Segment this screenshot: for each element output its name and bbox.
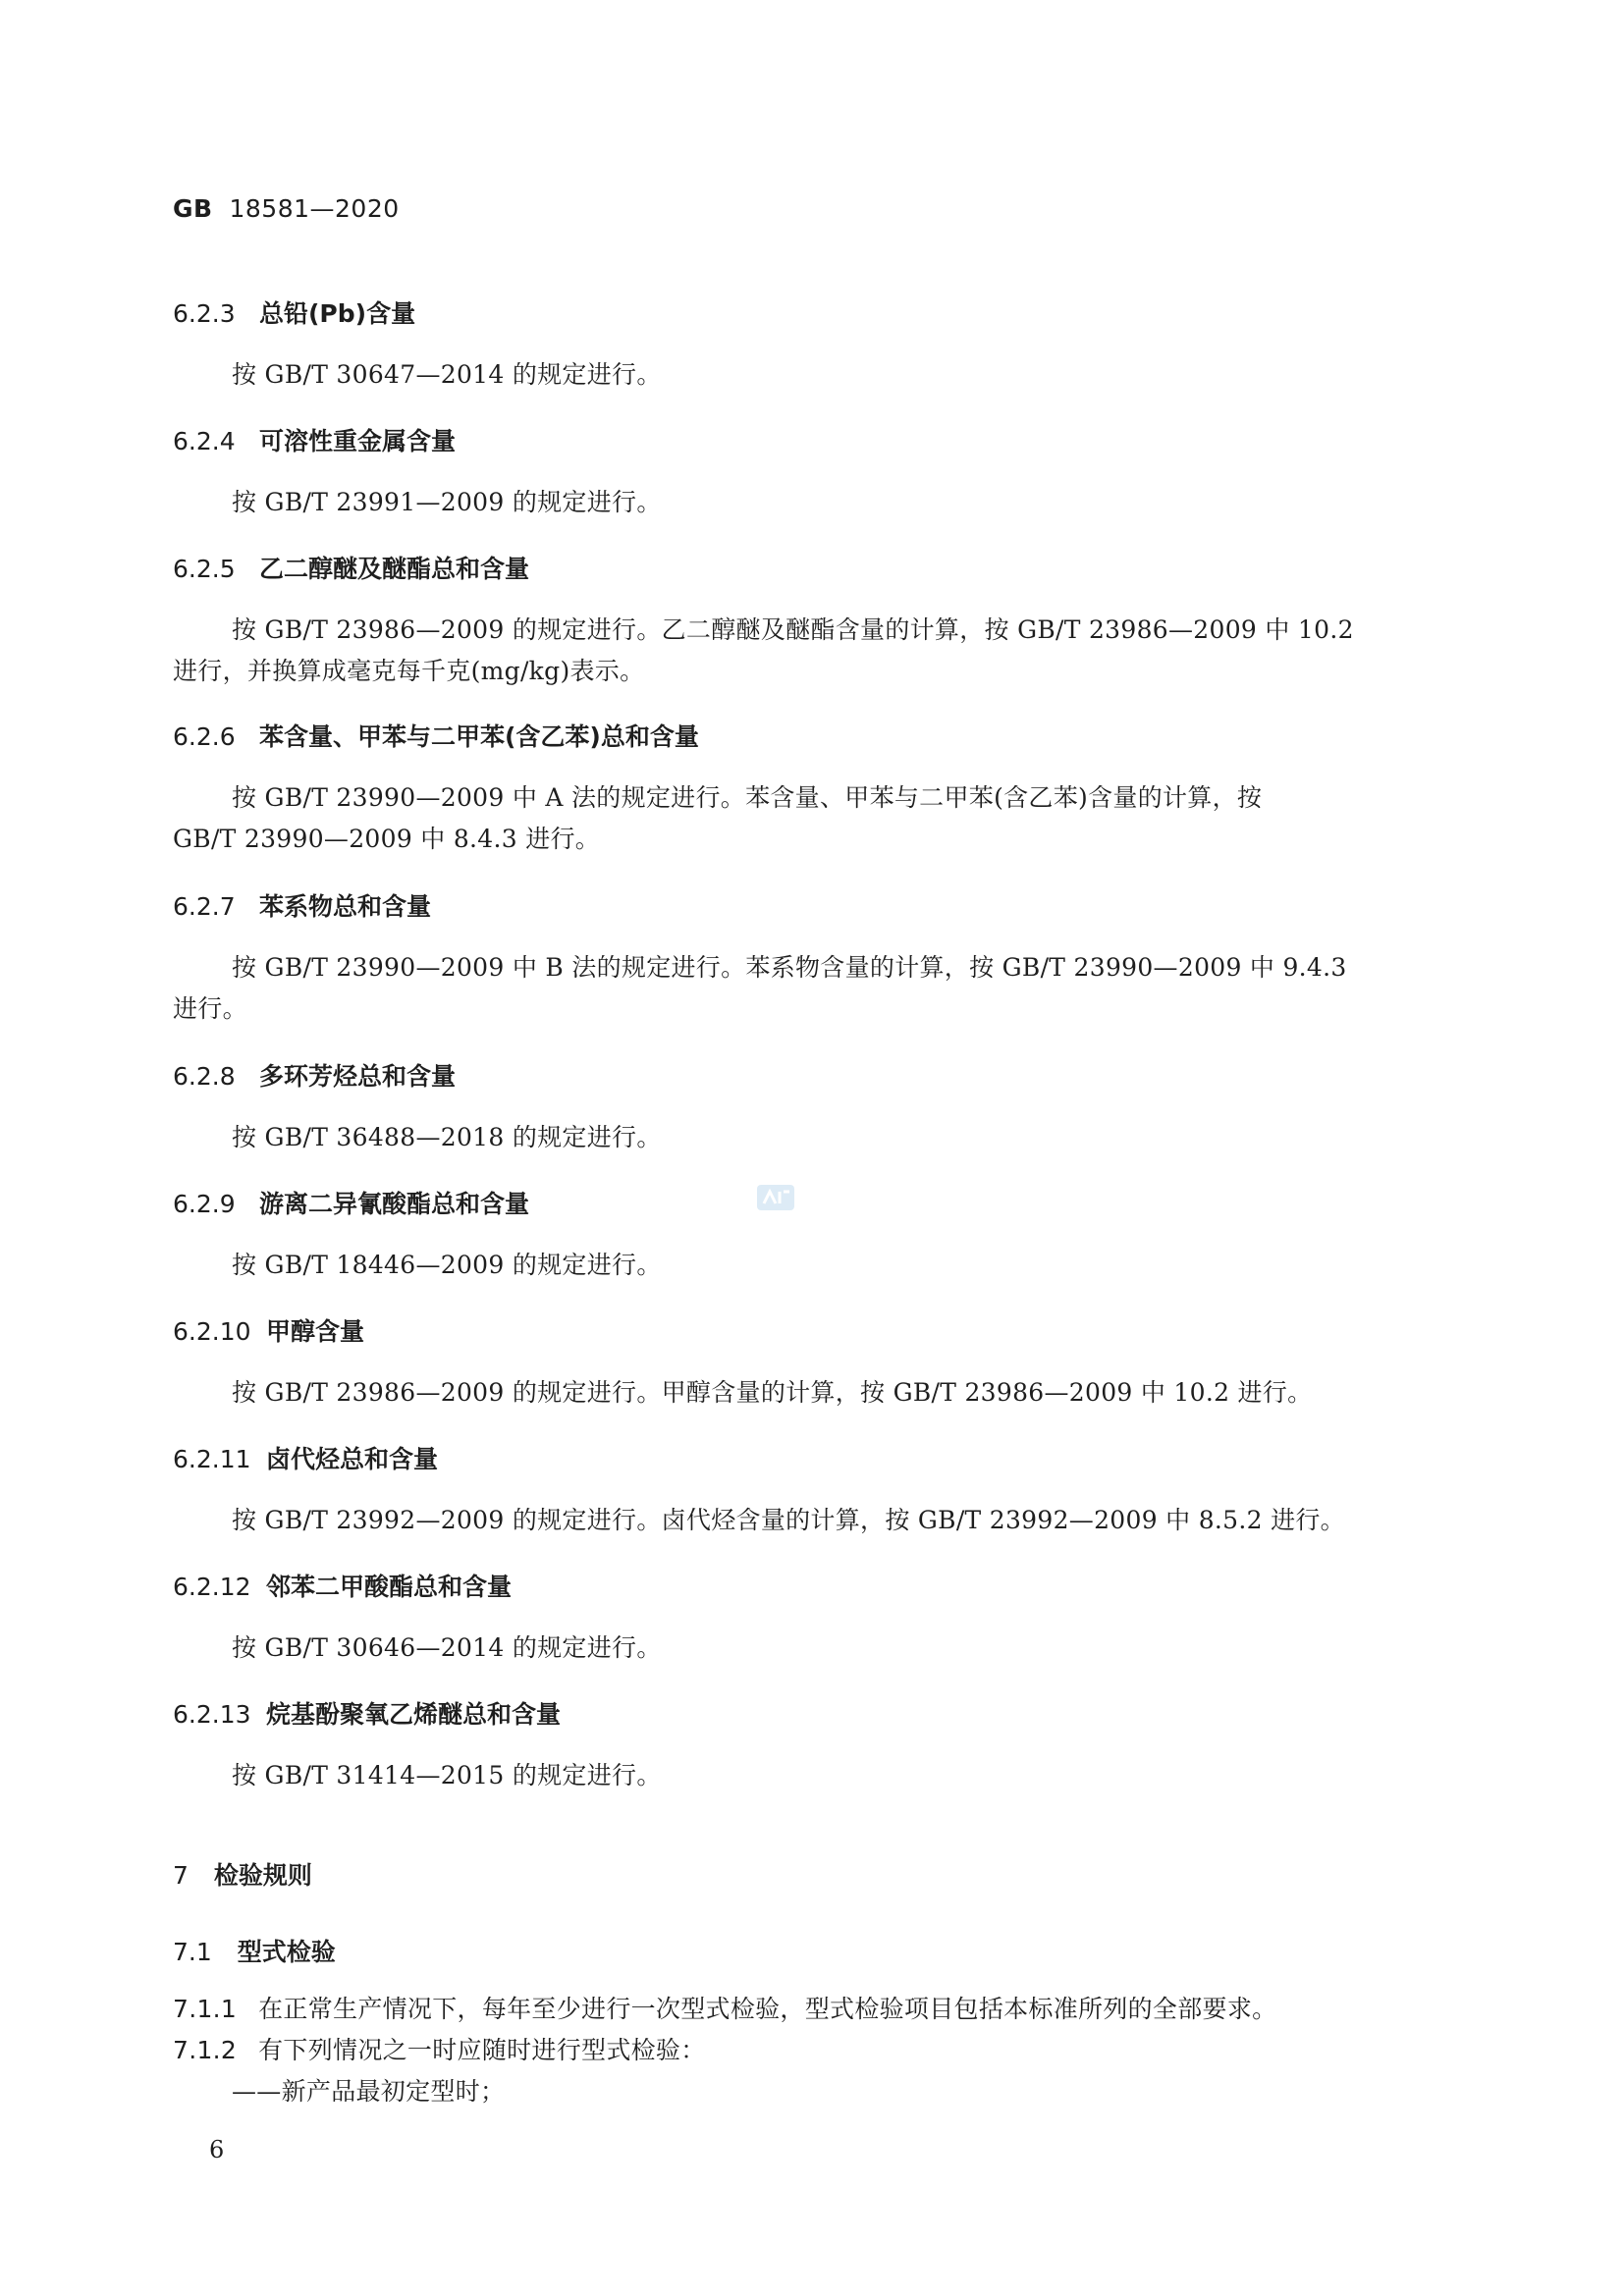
section-title: 邻苯二甲酸酯总和含量 [266,1573,513,1601]
section-body-line: 按 GB/T 23992—2009 的规定进行。卤代烃含量的计算，按 GB/T 23992—2009 中 8.5.2 进行。 [232,1506,1345,1534]
section-number: 6.2.5 [173,555,236,583]
section-number: 6.2.4 [173,427,236,455]
section-body-line: 按 GB/T 23990—2009 中 A 法的规定进行。苯含量、甲苯与二甲苯(含乙苯)含量的计算，按 [232,783,1263,812]
section-title: 型式检验 [237,1938,336,1966]
section-number: 6.2.7 [173,892,236,921]
section-number: 7.1 [173,1938,212,1966]
section-heading [173,298,415,330]
section-title: 可溶性重金属含量 [259,427,457,455]
clause-number: 7.1.1 [173,1995,238,2023]
clause-text: 有下列情况之一时应随时进行型式检验： [258,2036,706,2064]
standard-code-number: 18581—2020 [229,194,400,223]
standard-code-header [173,194,400,223]
section-number: 6.2.3 [173,299,236,328]
section-number: 6.2.8 [173,1062,236,1091]
section-title: 甲醇含量 [266,1317,365,1346]
section-body-line: 按 GB/T 23990—2009 中 B 法的规定进行。苯系物含量的计算，按 GB/T 23990—2009 中 9.4.3 [232,953,1347,982]
page-number: 6 [209,2136,225,2163]
section-body-line: 按 GB/T 18446—2009 的规定进行。 [232,1251,662,1279]
section-heading [173,1189,529,1220]
section-body-line: 进行，并换算成毫克每千克(mg/kg)表示。 [173,657,645,685]
section-number: 6.2.10 [173,1317,251,1346]
section-heading [173,721,699,753]
section-heading [173,426,456,457]
section-number: 6.2.9 [173,1190,236,1218]
section-heading [173,1699,561,1731]
section-body-line: 按 GB/T 31414—2015 的规定进行。 [232,1761,662,1789]
section-body-line: 按 GB/T 36488—2018 的规定进行。 [232,1123,662,1151]
section-title: 卤代烃总和含量 [266,1445,439,1473]
chapter-heading [173,1856,312,1892]
chapter-title: 检验规则 [213,1861,312,1890]
section-title: 乙二醇醚及醚酯总和含量 [259,555,530,583]
section-body-line: 按 GB/T 30646—2014 的规定进行。 [232,1633,662,1662]
watermark-logo [756,1184,795,1211]
section-heading [173,1061,456,1093]
section-title: 总铅(Pb)含量 [259,299,416,328]
section-body-line: 按 GB/T 23986—2009 的规定进行。甲醇含量的计算，按 GB/T 23986—2009 中 10.2 进行。 [232,1378,1313,1407]
section-title: 苯含量、甲苯与二甲苯(含乙苯)总和含量 [259,722,699,751]
section-number: 6.2.12 [173,1573,251,1601]
section-heading [173,1444,438,1475]
clause-7-1-2 [173,2035,706,2066]
section-body-line: GB/T 23990—2009 中 8.4.3 进行。 [173,825,601,853]
standard-code-prefix: GB [173,194,213,223]
list-item: ——新产品最初定型时； [232,2077,506,2106]
section-heading [173,554,529,585]
section-body-line: 按 GB/T 23986—2009 的规定进行。乙二醇醚及醚酯含量的计算，按 GB/T 23986—2009 中 10.2 [232,615,1354,644]
section-number: 6.2.6 [173,722,236,751]
section-heading [173,1316,364,1348]
section-heading [173,1572,512,1603]
section-title: 多环芳烃总和含量 [259,1062,457,1091]
chapter-number: 7 [173,1861,189,1890]
clause-text: 在正常生产情况下，每年至少进行一次型式检验，型式检验项目包括本标准所列的全部要求。 [258,1995,1277,2023]
section-body-line: 按 GB/T 30647—2014 的规定进行。 [232,360,662,389]
section-heading-7-1 [173,1933,336,1968]
section-number: 6.2.11 [173,1445,251,1473]
section-body-line: 按 GB/T 23991—2009 的规定进行。 [232,488,662,516]
clause-number: 7.1.2 [173,2036,238,2064]
section-body-line: 进行。 [173,994,247,1023]
clause-7-1-1 [173,1994,1276,2025]
section-heading [173,891,431,923]
section-title: 苯系物总和含量 [259,892,432,921]
section-title: 烷基酚聚氧乙烯醚总和含量 [266,1700,562,1729]
section-title: 游离二异氰酸酯总和含量 [259,1190,530,1218]
section-number: 6.2.13 [173,1700,251,1729]
